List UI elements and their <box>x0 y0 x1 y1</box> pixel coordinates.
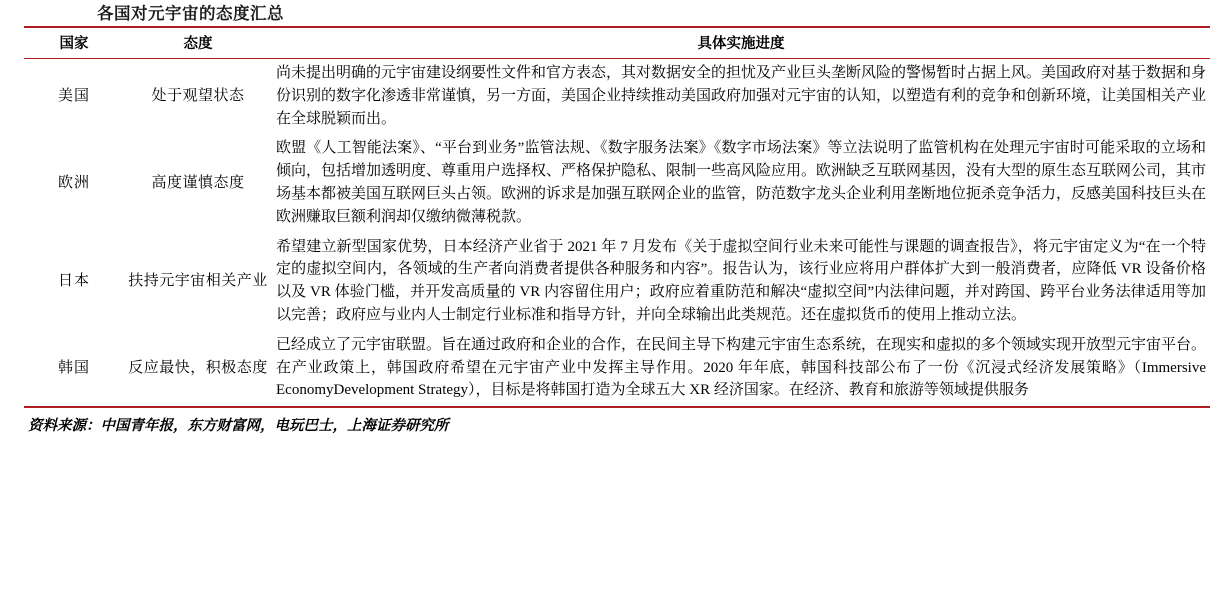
cell-attitude: 处于观望状态 <box>151 87 245 104</box>
cell-attitude: 反应最快，积极态度 <box>128 359 268 376</box>
table-header <box>24 27 1210 59</box>
cell-detail: 已经成立了元宇宙联盟。旨在通过政府和企业的合作，在民间主导下构建元宇宙生态系统，在现实和虚拟的多个领域实现开放型元宇宙平台。在产业政策上，韩国政府希望在元宇宙产业中发挥主导作用。2020 年年底，韩国科技部公布了一份《沉浸式经济发展策略》（Immersive EconomyDevelopment Strategy），目标是将韩国打造为全球五大 XR 经济国家。在经济、教育和旅游等领域提供服务 <box>276 336 1207 399</box>
country-attitude-table-wrapper <box>24 26 1210 406</box>
cell-detail: 欧盟《人工智能法案》、“平台到业务”监管法规、《数字服务法案》《数字市场法案》等立法说明了监管机构在处理元宇宙时可能采取的立场和倾向，包括增加透明度、尊重用户选择权、严格保护隐私、限制一些高风险应用。欧洲缺乏互联网基因，没有大型的原生态互联网公司，其市场基本都被美国互联网巨头占领。欧洲的诉求是加强互联网企业的监管，防范数字龙头企业利用垄断地位扼杀竞争活力，反感美国科技巨头在欧洲赚取巨额利润却仅缴纳微薄税款。 <box>276 140 1207 225</box>
table-row <box>24 134 1210 232</box>
table-bottom-rule <box>24 406 1210 408</box>
column-header-detail: 具体实施进度 <box>272 27 1210 59</box>
table-row <box>24 233 1210 331</box>
column-header-attitude: 态度 <box>124 27 272 59</box>
cell-country: 欧洲 <box>57 174 90 191</box>
table-row <box>24 331 1210 406</box>
page-title: 各国对元宇宙的态度汇总 <box>97 5 284 23</box>
column-header-country: 国家 <box>24 27 124 59</box>
cell-detail: 希望建立新型国家优势，日本经济产业省于 2021 年 7 月发布《关于虚拟空间行业未来可能性与课题的调查报告》，将元宇宙定义为“在一个特定的虚拟空间内，各领域的生产者向消费者提供各种服务和内容”。报告认为，该行业应将用户群体扩大到一般消费者，应降低 VR 设备价格以及 VR 体验门槛，并开发高质量的 VR 内容留住用户；政府应着重防范和解决“虚拟空间”内法律问题，并对跨国、跨平台业务法律适用等加以完善；政府应与业内人士制定行业标准和指导方针，并向全球输出此类规范。还在虚拟货币的使用上推动立法。 <box>276 238 1206 323</box>
cell-country: 美国 <box>57 87 90 104</box>
source-note: 资料来源：中国青年报，东方财富网，电玩巴士，上海证券研究所 <box>28 418 449 434</box>
cell-country: 韩国 <box>57 359 90 376</box>
country-attitude-table <box>24 26 1210 406</box>
cell-attitude: 扶持元宇宙相关产业 <box>128 272 268 289</box>
table-body <box>24 59 1210 407</box>
cell-country: 日本 <box>57 272 90 289</box>
table-row <box>24 59 1210 135</box>
table-header-row <box>24 27 1210 59</box>
cell-attitude: 高度谨慎态度 <box>151 174 245 191</box>
cell-detail: 尚未提出明确的元宇宙建设纲要性文件和官方表态，其对数据安全的担忧及产业巨头垄断风险的警惕暂时占据上风。美国政府对基于数据和身份识别的数字化渗透非常谨慎，另一方面，美国企业持续推动美国政府加强对元宇宙的认知，以塑造有利的竞争和创新环境，让美国相关产业在全球脱颖而出。 <box>276 65 1207 127</box>
